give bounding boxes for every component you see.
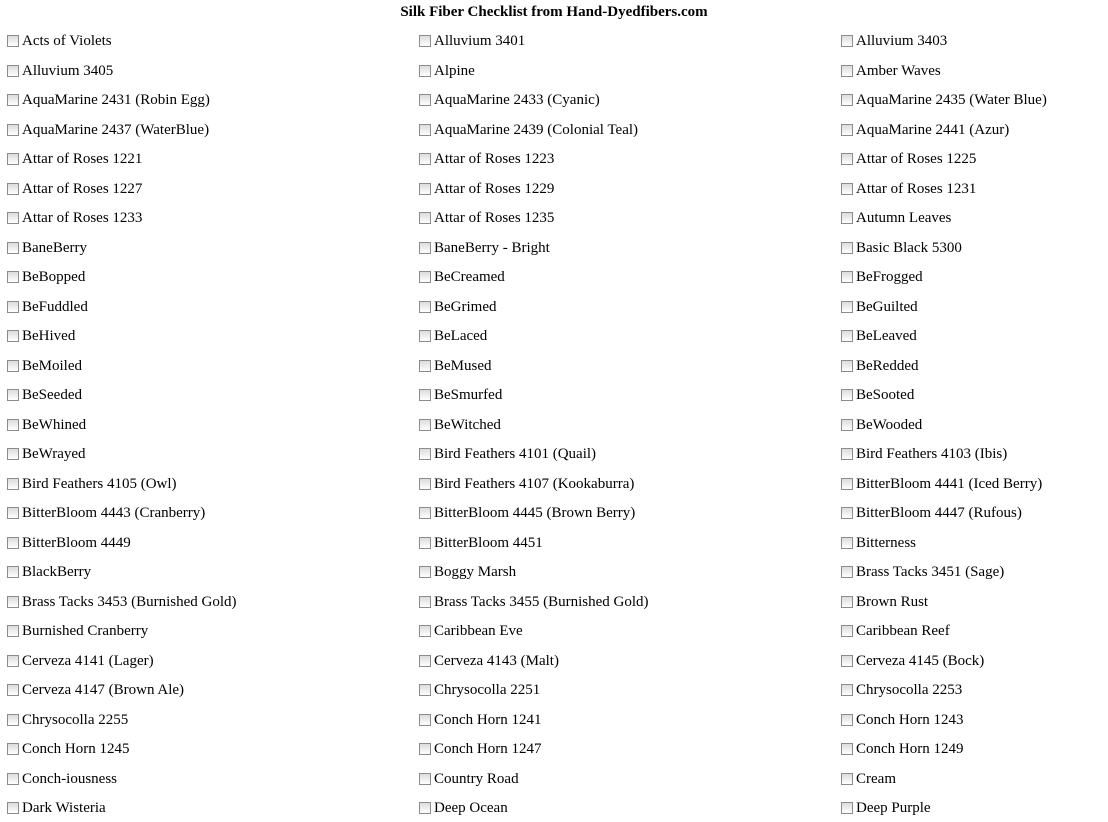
checklist-item[interactable] bbox=[419, 208, 554, 228]
item-checkbox[interactable] bbox=[419, 94, 431, 106]
item-checkbox[interactable] bbox=[419, 537, 431, 549]
item-checkbox[interactable] bbox=[419, 65, 431, 77]
checklist-item[interactable] bbox=[841, 179, 976, 199]
item-label: Conch Horn 1245 bbox=[22, 741, 130, 757]
checklist-item[interactable] bbox=[841, 356, 918, 376]
checklist-item[interactable] bbox=[419, 267, 505, 287]
item-label: Country Road bbox=[434, 771, 519, 787]
checklist-item[interactable] bbox=[7, 385, 82, 405]
item-label: Brass Tacks 3451 (Sage) bbox=[856, 564, 1005, 580]
item-label: BitterBloom 4449 bbox=[22, 535, 131, 551]
checklist-item[interactable] bbox=[841, 326, 917, 346]
item-label: BeWrayed bbox=[22, 446, 86, 462]
item-checkbox[interactable] bbox=[419, 684, 431, 696]
item-checkbox[interactable] bbox=[419, 596, 431, 608]
item-checkbox[interactable] bbox=[419, 389, 431, 401]
checklist-item[interactable] bbox=[419, 326, 487, 346]
item-label: AquaMarine 2437 (WaterBlue) bbox=[22, 122, 210, 138]
checklist-item[interactable] bbox=[419, 90, 600, 110]
item-label: Bitterness bbox=[856, 535, 916, 551]
item-checkbox[interactable] bbox=[419, 625, 431, 637]
checklist-item[interactable] bbox=[841, 680, 962, 700]
checklist-item[interactable] bbox=[841, 474, 1042, 494]
checklist-item[interactable] bbox=[7, 562, 91, 582]
page-title: Silk Fiber Checklist from Hand-Dyedfibers.com bbox=[400, 4, 708, 20]
item-checkbox[interactable] bbox=[7, 507, 19, 519]
checklist-item[interactable] bbox=[841, 651, 984, 671]
item-label: Conch-iousness bbox=[22, 771, 117, 787]
item-label: BeSmurfed bbox=[434, 387, 503, 403]
checklist-item[interactable] bbox=[7, 208, 142, 228]
checklist-item[interactable] bbox=[419, 61, 475, 81]
item-label: Conch Horn 1243 bbox=[856, 712, 964, 728]
item-checkbox[interactable] bbox=[841, 301, 853, 313]
checklist-item[interactable] bbox=[419, 798, 508, 818]
item-checkbox[interactable] bbox=[841, 271, 853, 283]
item-checkbox[interactable] bbox=[841, 773, 853, 785]
item-checkbox[interactable] bbox=[419, 419, 431, 431]
item-label: Caribbean Reef bbox=[856, 623, 950, 639]
item-label: BeCreamed bbox=[434, 269, 505, 285]
checklist-item[interactable] bbox=[419, 474, 634, 494]
item-label: Attar of Roses 1235 bbox=[434, 210, 555, 226]
item-label: Attar of Roses 1233 bbox=[22, 210, 143, 226]
checklist-item[interactable] bbox=[419, 621, 523, 641]
item-checkbox[interactable] bbox=[7, 183, 19, 195]
checklist-item[interactable] bbox=[841, 267, 923, 287]
item-checkbox[interactable] bbox=[7, 743, 19, 755]
checklist-item[interactable] bbox=[419, 739, 542, 759]
item-label: Dark Wisteria bbox=[22, 800, 106, 816]
item-checkbox[interactable] bbox=[7, 301, 19, 313]
item-label: BeBopped bbox=[22, 269, 86, 285]
item-label: BeRedded bbox=[856, 358, 919, 374]
checklist-item[interactable] bbox=[419, 651, 559, 671]
item-label: BeGuilted bbox=[856, 299, 918, 315]
checklist-item[interactable] bbox=[841, 385, 914, 405]
checklist-item[interactable] bbox=[841, 533, 916, 553]
item-label: Cream bbox=[856, 771, 896, 787]
checklist-item[interactable] bbox=[841, 444, 1007, 464]
item-label: AquaMarine 2439 (Colonial Teal) bbox=[434, 122, 639, 138]
item-checkbox[interactable] bbox=[419, 360, 431, 372]
item-label: Amber Waves bbox=[856, 63, 941, 79]
item-label: Cerveza 4143 (Malt) bbox=[434, 653, 559, 669]
item-label: Chrysocolla 2255 bbox=[22, 712, 129, 728]
item-checkbox[interactable] bbox=[419, 743, 431, 755]
item-label: Attar of Roses 1223 bbox=[434, 151, 555, 167]
item-checkbox[interactable] bbox=[841, 153, 853, 165]
item-checkbox[interactable] bbox=[419, 478, 431, 490]
checklist-item[interactable] bbox=[841, 621, 950, 641]
checklist-item[interactable] bbox=[419, 533, 543, 553]
item-checkbox[interactable] bbox=[7, 802, 19, 814]
checklist-item[interactable] bbox=[841, 31, 947, 51]
item-checkbox[interactable] bbox=[7, 625, 19, 637]
item-checkbox[interactable] bbox=[7, 242, 19, 254]
item-label: BeGrimed bbox=[434, 299, 497, 315]
item-label: AquaMarine 2441 (Azur) bbox=[856, 122, 1010, 138]
item-checkbox[interactable] bbox=[419, 330, 431, 342]
item-label: Cerveza 4141 (Lager) bbox=[22, 653, 154, 669]
item-checkbox[interactable] bbox=[419, 301, 431, 313]
item-checkbox[interactable] bbox=[841, 183, 853, 195]
item-label: AquaMarine 2431 (Robin Egg) bbox=[22, 92, 210, 108]
checklist-item[interactable] bbox=[7, 592, 236, 612]
item-label: Bird Feathers 4105 (Owl) bbox=[22, 476, 177, 492]
item-checkbox[interactable] bbox=[7, 773, 19, 785]
item-checkbox[interactable] bbox=[419, 448, 431, 460]
item-label: Cerveza 4147 (Brown Ale) bbox=[22, 682, 185, 698]
item-checkbox[interactable] bbox=[7, 65, 19, 77]
item-label: BitterBloom 4445 (Brown Berry) bbox=[434, 505, 636, 521]
item-checkbox[interactable] bbox=[7, 153, 19, 165]
item-checkbox[interactable] bbox=[841, 714, 853, 726]
item-label: BeWitched bbox=[434, 417, 501, 433]
checklist-item[interactable] bbox=[841, 415, 922, 435]
item-label: BeLaced bbox=[434, 328, 488, 344]
item-label: Alluvium 3403 bbox=[856, 33, 948, 49]
checklist-item[interactable] bbox=[419, 385, 502, 405]
checklist-item[interactable] bbox=[841, 503, 1022, 523]
checklist-item[interactable] bbox=[7, 415, 86, 435]
item-label: BitterBloom 4447 (Rufous) bbox=[856, 505, 1022, 521]
checklist-item[interactable] bbox=[7, 533, 131, 553]
item-checkbox[interactable] bbox=[7, 389, 19, 401]
item-checkbox[interactable] bbox=[419, 35, 431, 47]
checklist-item[interactable] bbox=[419, 710, 542, 730]
item-checkbox[interactable] bbox=[7, 537, 19, 549]
item-label: Boggy Marsh bbox=[434, 564, 517, 580]
checklist-item[interactable] bbox=[7, 651, 154, 671]
item-checkbox[interactable] bbox=[841, 94, 853, 106]
item-label: BeMused bbox=[434, 358, 492, 374]
item-label: Conch Horn 1247 bbox=[434, 741, 542, 757]
checklist-item[interactable] bbox=[841, 297, 918, 317]
item-checkbox[interactable] bbox=[419, 566, 431, 578]
checklist-item[interactable] bbox=[841, 562, 1004, 582]
item-label: BeLeaved bbox=[856, 328, 917, 344]
checklist-item[interactable] bbox=[7, 621, 148, 641]
item-checkbox[interactable] bbox=[7, 35, 19, 47]
item-label: Conch Horn 1241 bbox=[434, 712, 542, 728]
checklist-item[interactable] bbox=[7, 769, 117, 789]
checklist-item[interactable] bbox=[7, 31, 112, 51]
item-label: AquaMarine 2435 (Water Blue) bbox=[856, 92, 1047, 108]
item-label: BeMoiled bbox=[22, 358, 82, 374]
checklist-item[interactable] bbox=[841, 120, 1009, 140]
item-label: Bird Feathers 4107 (Kookaburra) bbox=[434, 476, 635, 492]
item-label: Basic Black 5300 bbox=[856, 240, 962, 256]
item-checkbox[interactable] bbox=[7, 448, 19, 460]
item-label: Attar of Roses 1225 bbox=[856, 151, 977, 167]
item-label: Chrysocolla 2253 bbox=[856, 682, 963, 698]
item-label: Attar of Roses 1229 bbox=[434, 181, 555, 197]
item-checkbox[interactable] bbox=[841, 743, 853, 755]
checklist-item[interactable] bbox=[7, 798, 106, 818]
item-checkbox[interactable] bbox=[841, 212, 853, 224]
checklist-item[interactable] bbox=[841, 61, 941, 81]
item-checkbox[interactable] bbox=[7, 714, 19, 726]
item-label: Deep Purple bbox=[856, 800, 931, 816]
item-label: Brass Tacks 3453 (Burnished Gold) bbox=[22, 594, 237, 610]
item-checkbox[interactable] bbox=[419, 655, 431, 667]
item-checkbox[interactable] bbox=[7, 596, 19, 608]
item-label: BeWhined bbox=[22, 417, 87, 433]
checklist-item[interactable] bbox=[7, 267, 85, 287]
item-checkbox[interactable] bbox=[419, 153, 431, 165]
item-checkbox[interactable] bbox=[841, 65, 853, 77]
checklist-item[interactable] bbox=[7, 120, 209, 140]
checklist-item[interactable] bbox=[7, 444, 86, 464]
item-checkbox[interactable] bbox=[841, 507, 853, 519]
checklist-item[interactable] bbox=[419, 31, 525, 51]
checklist-item[interactable] bbox=[7, 238, 87, 258]
checklist-item[interactable] bbox=[419, 120, 638, 140]
item-checkbox[interactable] bbox=[419, 124, 431, 136]
checklist-item[interactable] bbox=[841, 739, 964, 759]
checklist-item[interactable] bbox=[841, 592, 928, 612]
item-checkbox[interactable] bbox=[841, 802, 853, 814]
item-checkbox[interactable] bbox=[841, 596, 853, 608]
item-checkbox[interactable] bbox=[419, 271, 431, 283]
checklist-item[interactable] bbox=[841, 798, 931, 818]
item-label: BeFrogged bbox=[856, 269, 923, 285]
item-checkbox[interactable] bbox=[841, 655, 853, 667]
item-checkbox[interactable] bbox=[7, 478, 19, 490]
item-checkbox[interactable] bbox=[841, 537, 853, 549]
item-checkbox[interactable] bbox=[841, 330, 853, 342]
item-label: Alluvium 3405 bbox=[22, 63, 114, 79]
checklist-item[interactable] bbox=[419, 149, 554, 169]
checklist-item[interactable] bbox=[841, 710, 964, 730]
item-label: BaneBerry bbox=[22, 240, 87, 256]
item-label: Brass Tacks 3455 (Burnished Gold) bbox=[434, 594, 649, 610]
item-checkbox[interactable] bbox=[7, 271, 19, 283]
item-checkbox[interactable] bbox=[841, 35, 853, 47]
item-label: Attar of Roses 1231 bbox=[856, 181, 977, 197]
checklist-item[interactable] bbox=[7, 90, 210, 110]
item-label: Burnished Cranberry bbox=[22, 623, 149, 639]
item-checkbox[interactable] bbox=[841, 684, 853, 696]
item-checkbox[interactable] bbox=[419, 802, 431, 814]
item-checkbox[interactable] bbox=[841, 419, 853, 431]
item-checkbox[interactable] bbox=[841, 242, 853, 254]
item-checkbox[interactable] bbox=[841, 478, 853, 490]
item-label: BitterBloom 4451 bbox=[434, 535, 543, 551]
item-label: BeWooded bbox=[856, 417, 923, 433]
item-checkbox[interactable] bbox=[7, 124, 19, 136]
checklist-item[interactable] bbox=[7, 503, 205, 523]
item-label: BeHived bbox=[22, 328, 76, 344]
item-checkbox[interactable] bbox=[841, 566, 853, 578]
checklist-item[interactable] bbox=[7, 297, 88, 317]
checklist-item[interactable] bbox=[7, 149, 142, 169]
item-label: Cerveza 4145 (Bock) bbox=[856, 653, 985, 669]
item-label: BeFuddled bbox=[22, 299, 88, 315]
item-label: BitterBloom 4443 (Cranberry) bbox=[22, 505, 206, 521]
checklist-item[interactable] bbox=[7, 356, 82, 376]
item-checkbox[interactable] bbox=[7, 330, 19, 342]
item-checkbox[interactable] bbox=[7, 94, 19, 106]
item-checkbox[interactable] bbox=[7, 684, 19, 696]
item-label: Conch Horn 1249 bbox=[856, 741, 964, 757]
checklist-item[interactable] bbox=[419, 769, 519, 789]
item-label: Chrysocolla 2251 bbox=[434, 682, 541, 698]
item-checkbox[interactable] bbox=[7, 212, 19, 224]
checklist-item[interactable] bbox=[419, 179, 554, 199]
item-label: Brown Rust bbox=[856, 594, 929, 610]
item-label: Attar of Roses 1221 bbox=[22, 151, 143, 167]
item-label: BeSooted bbox=[856, 387, 915, 403]
checklist-item[interactable] bbox=[419, 503, 635, 523]
checklist-item[interactable] bbox=[7, 710, 128, 730]
checklist-item[interactable] bbox=[419, 562, 516, 582]
item-checkbox[interactable] bbox=[841, 360, 853, 372]
checklist-item[interactable] bbox=[419, 356, 492, 376]
item-label: BitterBloom 4441 (Iced Berry) bbox=[856, 476, 1043, 492]
item-checkbox[interactable] bbox=[419, 212, 431, 224]
item-checkbox[interactable] bbox=[7, 655, 19, 667]
item-checkbox[interactable] bbox=[419, 242, 431, 254]
checklist-item[interactable] bbox=[841, 208, 951, 228]
checklist-item[interactable] bbox=[419, 444, 596, 464]
checklist-item[interactable] bbox=[841, 769, 896, 789]
item-label: Autumn Leaves bbox=[856, 210, 952, 226]
item-label: Caribbean Eve bbox=[434, 623, 523, 639]
item-label: Alpine bbox=[434, 63, 475, 79]
item-checkbox[interactable] bbox=[7, 360, 19, 372]
checklist-item[interactable] bbox=[7, 739, 130, 759]
checklist-item[interactable] bbox=[419, 680, 540, 700]
checklist-item[interactable] bbox=[7, 179, 142, 199]
item-checkbox[interactable] bbox=[419, 507, 431, 519]
checklist-item[interactable] bbox=[7, 61, 113, 81]
item-checkbox[interactable] bbox=[841, 124, 853, 136]
checklist-item[interactable] bbox=[7, 326, 75, 346]
item-label: Deep Ocean bbox=[434, 800, 508, 816]
item-checkbox[interactable] bbox=[841, 389, 853, 401]
item-checkbox[interactable] bbox=[841, 625, 853, 637]
item-label: BlackBerry bbox=[22, 564, 92, 580]
item-checkbox[interactable] bbox=[7, 419, 19, 431]
checklist-item[interactable] bbox=[841, 238, 962, 258]
item-label: BaneBerry - Bright bbox=[434, 240, 550, 256]
item-label: Bird Feathers 4101 (Quail) bbox=[434, 446, 597, 462]
checklist-item[interactable] bbox=[419, 238, 550, 258]
item-label: Attar of Roses 1227 bbox=[22, 181, 143, 197]
checklist-item[interactable] bbox=[7, 474, 177, 494]
checklist-item[interactable] bbox=[841, 149, 976, 169]
item-checkbox[interactable] bbox=[419, 183, 431, 195]
item-label: Alluvium 3401 bbox=[434, 33, 526, 49]
item-label: BeSeeded bbox=[22, 387, 82, 403]
checklist-item[interactable] bbox=[419, 415, 501, 435]
item-checkbox[interactable] bbox=[7, 566, 19, 578]
item-label: Bird Feathers 4103 (Ibis) bbox=[856, 446, 1008, 462]
item-label: Acts of Violets bbox=[22, 33, 112, 49]
item-label: AquaMarine 2433 (Cyanic) bbox=[434, 92, 600, 108]
item-checkbox[interactable] bbox=[419, 714, 431, 726]
checklist-item[interactable] bbox=[7, 680, 184, 700]
checklist-item[interactable] bbox=[841, 90, 1047, 110]
item-checkbox[interactable] bbox=[419, 773, 431, 785]
checklist-item[interactable] bbox=[419, 592, 648, 612]
checklist-item[interactable] bbox=[419, 297, 496, 317]
item-checkbox[interactable] bbox=[841, 448, 853, 460]
